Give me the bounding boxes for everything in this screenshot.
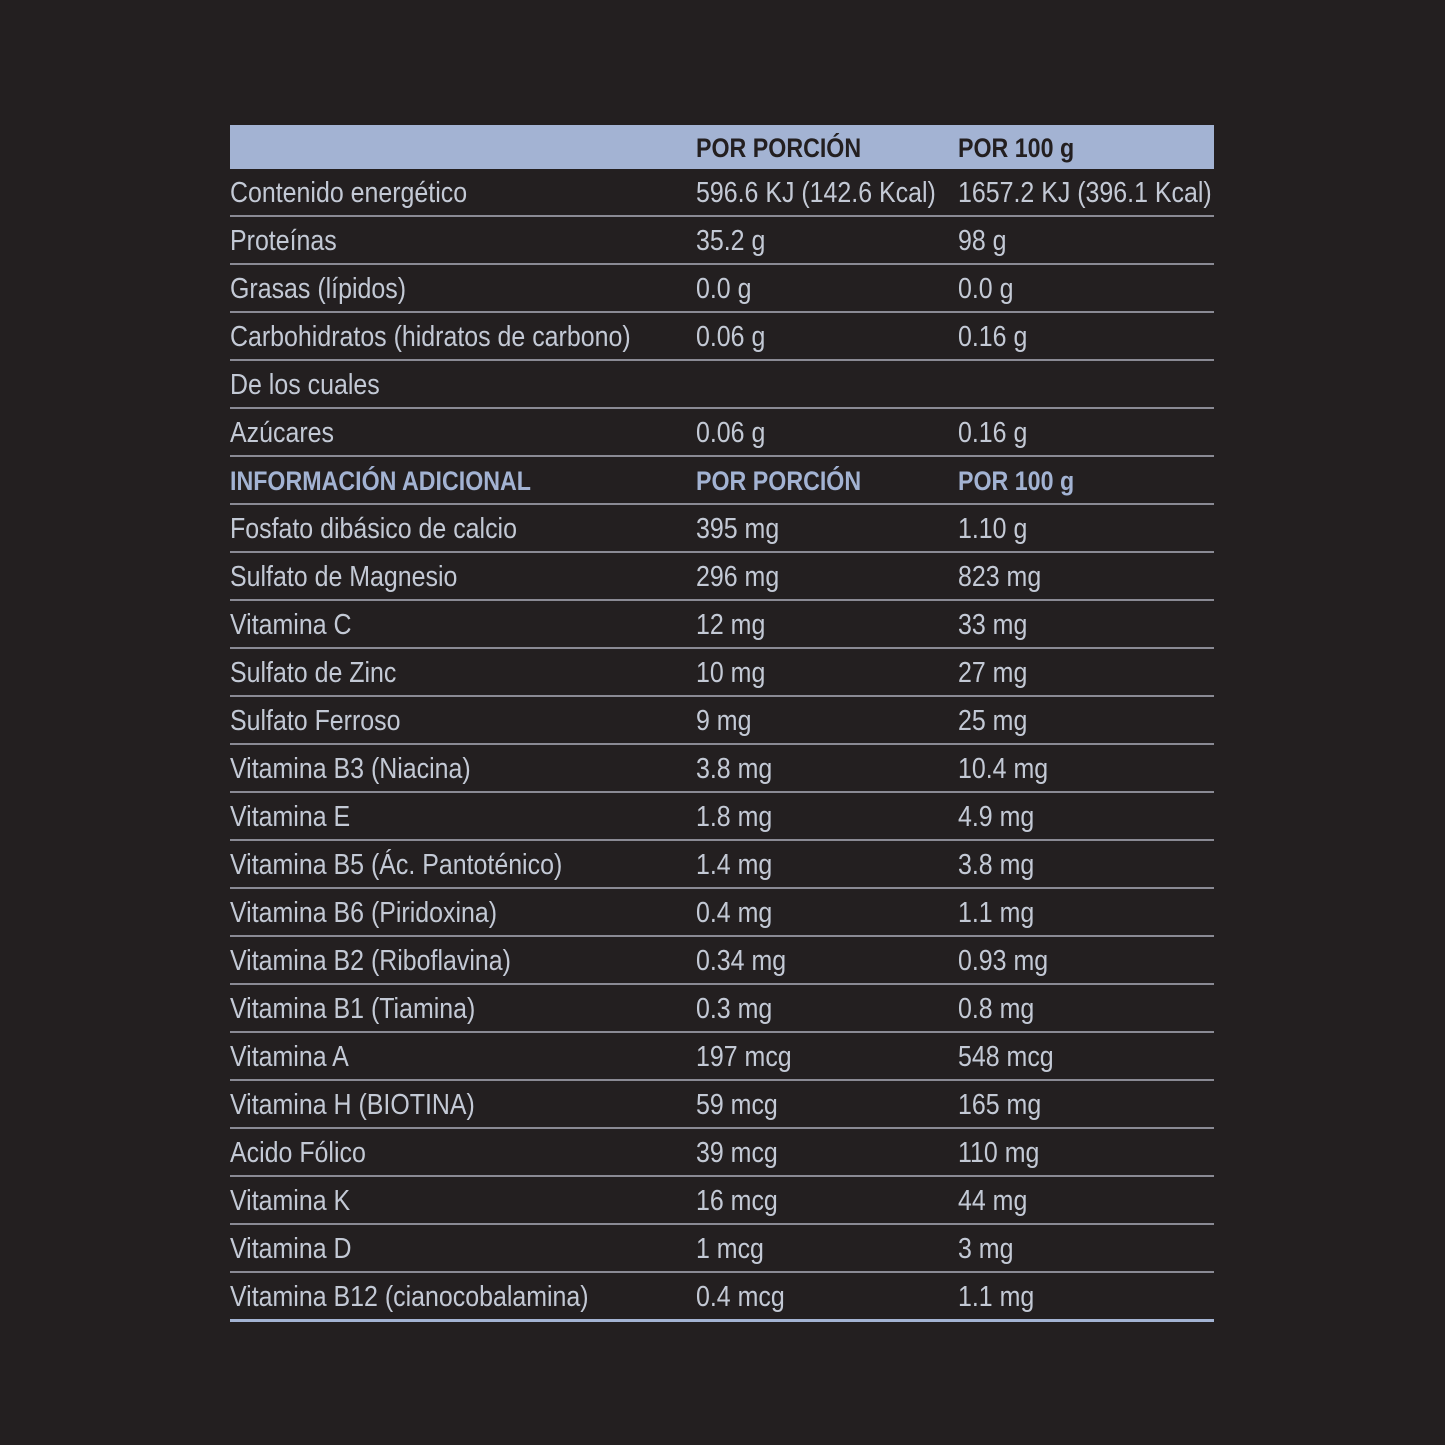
table-row — [230, 745, 1214, 793]
table-row — [230, 505, 1214, 553]
per-100g-value: 3 mg — [958, 1233, 1014, 1265]
section-header-row — [230, 457, 1214, 505]
nutrient-name: Vitamina K — [230, 1185, 351, 1217]
nutrient-name: Vitamina E — [230, 801, 351, 833]
nutrient-name: Vitamina C — [230, 609, 352, 641]
per-portion-value: 0.06 g — [696, 417, 766, 449]
nutrient-name: Vitamina B2 (Riboflavina) — [230, 945, 511, 977]
header-per-100g: POR 100 g — [958, 133, 1075, 163]
table-row — [230, 985, 1214, 1033]
per-100g-value: 44 mg — [958, 1185, 1028, 1217]
per-100g-value: 1.10 g — [958, 513, 1028, 545]
per-portion-value: 1.8 mg — [696, 801, 773, 833]
nutrient-name: Azúcares — [230, 417, 334, 449]
per-portion-value: 35.2 g — [696, 225, 766, 257]
header-per-portion: POR PORCIÓN — [696, 133, 862, 163]
per-100g-value: 0.16 g — [958, 321, 1028, 353]
per-100g-value: 27 mg — [958, 657, 1028, 689]
table-row — [230, 1033, 1214, 1081]
per-100g-value: 1657.2 KJ (396.1 Kcal) — [958, 177, 1212, 209]
nutrient-name: Carbohidratos (hidratos de carbono) — [230, 321, 631, 353]
per-portion-value: 1.4 mg — [696, 849, 773, 881]
table-row — [230, 601, 1214, 649]
per-portion-value: 296 mg — [696, 561, 780, 593]
per-100g-value: 548 mcg — [958, 1041, 1054, 1073]
table-row — [230, 1177, 1214, 1225]
per-100g-value: 0.8 mg — [958, 993, 1035, 1025]
per-portion-value: 395 mg — [696, 513, 780, 545]
table-row — [230, 697, 1214, 745]
per-100g-value: 4.9 mg — [958, 801, 1035, 833]
table-row — [230, 793, 1214, 841]
per-100g-value: 1.1 mg — [958, 897, 1035, 929]
table-row — [230, 409, 1214, 457]
nutrient-name: INFORMACIÓN ADICIONAL — [230, 466, 531, 496]
per-100g-value: 0.16 g — [958, 417, 1028, 449]
nutrient-name: Fosfato dibásico de calcio — [230, 513, 517, 545]
per-portion-value: 1 mcg — [696, 1233, 764, 1265]
nutrient-name: Contenido energético — [230, 177, 468, 209]
per-portion-value: 0.3 mg — [696, 993, 773, 1025]
per-100g-value: 823 mg — [958, 561, 1042, 593]
per-100g-value: 33 mg — [958, 609, 1028, 641]
per-portion-value: 0.06 g — [696, 321, 766, 353]
per-100g-value: 110 mg — [958, 1137, 1040, 1169]
per-portion-value: 0.4 mg — [696, 897, 773, 929]
per-portion-value: 9 mg — [696, 705, 752, 737]
per-portion-value: 59 mcg — [696, 1089, 778, 1121]
per-100g-value: 165 mg — [958, 1089, 1042, 1121]
table-row — [230, 889, 1214, 937]
nutrient-name: Vitamina B3 (Niacina) — [230, 753, 471, 785]
nutrient-name: Vitamina H (BIOTINA) — [230, 1089, 475, 1121]
per-100g-value: 0.93 mg — [958, 945, 1049, 977]
per-100g-value: 10.4 mg — [958, 753, 1049, 785]
table-row — [230, 265, 1214, 313]
table-row — [230, 1225, 1214, 1273]
table-row — [230, 217, 1214, 265]
nutrient-name: Grasas (lípidos) — [230, 273, 407, 305]
table-row — [230, 1129, 1214, 1177]
per-portion-value: POR PORCIÓN — [696, 466, 862, 496]
nutrient-name: Vitamina A — [230, 1041, 349, 1073]
nutrient-name: Sulfato de Magnesio — [230, 561, 458, 593]
nutrient-name: Vitamina D — [230, 1233, 352, 1265]
nutrient-name: Sulfato de Zinc — [230, 657, 397, 689]
table-body — [230, 169, 1214, 1322]
per-100g-value: 3.8 mg — [958, 849, 1035, 881]
per-portion-value: 596.6 KJ (142.6 Kcal) — [696, 177, 936, 209]
per-portion-value: 12 mg — [696, 609, 766, 641]
per-100g-value: POR 100 g — [958, 466, 1075, 496]
table-row — [230, 937, 1214, 985]
table-row — [230, 361, 1214, 409]
nutrient-name: De los cuales — [230, 369, 380, 401]
per-100g-value: 98 g — [958, 225, 1007, 257]
nutrient-name: Acido Fólico — [230, 1137, 366, 1169]
table-row — [230, 841, 1214, 889]
table-row — [230, 1273, 1214, 1322]
nutrient-name: Sulfato Ferroso — [230, 705, 401, 737]
per-portion-value: 0.4 mcg — [696, 1281, 785, 1313]
per-100g-value: 1.1 mg — [958, 1281, 1035, 1313]
table-row — [230, 1081, 1214, 1129]
per-portion-value: 0.34 mg — [696, 945, 787, 977]
per-portion-value: 0.0 g — [696, 273, 752, 305]
per-portion-value: 16 mcg — [696, 1185, 778, 1217]
nutrient-name: Vitamina B1 (Tiamina) — [230, 993, 476, 1025]
per-portion-value: 3.8 mg — [696, 753, 773, 785]
table-row — [230, 553, 1214, 601]
per-100g-value: 0.0 g — [958, 273, 1014, 305]
table-row — [230, 649, 1214, 697]
per-portion-value: 10 mg — [696, 657, 766, 689]
table-row — [230, 313, 1214, 361]
per-100g-value: 25 mg — [958, 705, 1028, 737]
table-row — [230, 169, 1214, 217]
nutrient-name: Vitamina B6 (Piridoxina) — [230, 897, 498, 929]
nutrient-name: Vitamina B5 (Ác. Pantoténico) — [230, 849, 563, 881]
nutrient-name: Proteínas — [230, 225, 337, 257]
per-portion-value: 197 mcg — [696, 1041, 792, 1073]
per-portion-value: 39 mcg — [696, 1137, 778, 1169]
nutrient-name: Vitamina B12 (cianocobalamina) — [230, 1281, 589, 1313]
nutrition-table — [230, 125, 1214, 1322]
table-header — [230, 125, 1214, 169]
